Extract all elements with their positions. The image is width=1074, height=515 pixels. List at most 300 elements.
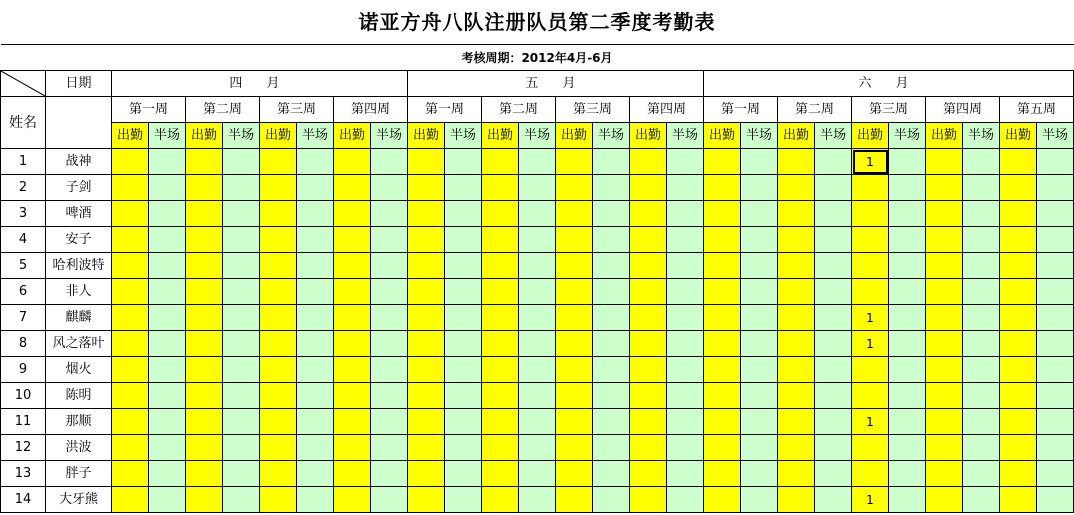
- half-cell[interactable]: [519, 357, 556, 383]
- half-cell[interactable]: [741, 409, 778, 435]
- attendance-cell[interactable]: [778, 305, 815, 331]
- attendance-cell[interactable]: [926, 227, 963, 253]
- half-cell[interactable]: [519, 461, 556, 487]
- attendance-cell[interactable]: [704, 279, 741, 305]
- half-cell[interactable]: [519, 279, 556, 305]
- half-cell[interactable]: [815, 409, 852, 435]
- attendance-cell[interactable]: [852, 253, 889, 279]
- attendance-cell[interactable]: [112, 357, 149, 383]
- attendance-cell[interactable]: [926, 201, 963, 227]
- half-cell[interactable]: [371, 461, 408, 487]
- attendance-cell[interactable]: [186, 201, 223, 227]
- half-cell[interactable]: [815, 435, 852, 461]
- half-cell[interactable]: [1037, 201, 1074, 227]
- attendance-cell[interactable]: [556, 331, 593, 357]
- half-cell[interactable]: [223, 279, 260, 305]
- half-cell[interactable]: [149, 305, 186, 331]
- attendance-cell[interactable]: [482, 279, 519, 305]
- attendance-cell[interactable]: [1000, 279, 1037, 305]
- half-cell[interactable]: [223, 435, 260, 461]
- attendance-cell[interactable]: [112, 149, 149, 175]
- half-cell[interactable]: [889, 487, 926, 513]
- half-cell[interactable]: [1037, 175, 1074, 201]
- attendance-cell[interactable]: [186, 331, 223, 357]
- half-cell[interactable]: [519, 383, 556, 409]
- attendance-cell[interactable]: [704, 331, 741, 357]
- attendance-cell[interactable]: [926, 435, 963, 461]
- half-cell[interactable]: [445, 149, 482, 175]
- attendance-cell[interactable]: [778, 409, 815, 435]
- half-cell[interactable]: [149, 409, 186, 435]
- half-cell[interactable]: [815, 383, 852, 409]
- half-cell[interactable]: [371, 357, 408, 383]
- half-cell[interactable]: [149, 175, 186, 201]
- half-cell[interactable]: [371, 435, 408, 461]
- attendance-cell[interactable]: [1000, 383, 1037, 409]
- attendance-cell[interactable]: [260, 357, 297, 383]
- half-cell[interactable]: [297, 409, 334, 435]
- attendance-cell[interactable]: [112, 227, 149, 253]
- attendance-cell[interactable]: [112, 409, 149, 435]
- attendance-cell[interactable]: [778, 253, 815, 279]
- attendance-cell[interactable]: [926, 175, 963, 201]
- half-cell[interactable]: [963, 279, 1000, 305]
- attendance-cell[interactable]: [556, 253, 593, 279]
- half-cell[interactable]: [149, 331, 186, 357]
- half-cell[interactable]: [445, 253, 482, 279]
- half-cell[interactable]: [889, 331, 926, 357]
- half-cell[interactable]: [667, 461, 704, 487]
- half-cell[interactable]: [963, 383, 1000, 409]
- attendance-cell[interactable]: [926, 331, 963, 357]
- attendance-cell[interactable]: [852, 227, 889, 253]
- attendance-cell[interactable]: [704, 305, 741, 331]
- half-cell[interactable]: [297, 461, 334, 487]
- half-cell[interactable]: [445, 357, 482, 383]
- attendance-cell[interactable]: [556, 149, 593, 175]
- half-cell[interactable]: [371, 487, 408, 513]
- half-cell[interactable]: [371, 149, 408, 175]
- half-cell[interactable]: [815, 149, 852, 175]
- half-cell[interactable]: [815, 175, 852, 201]
- half-cell[interactable]: [963, 409, 1000, 435]
- attendance-cell[interactable]: [334, 175, 371, 201]
- half-cell[interactable]: [667, 357, 704, 383]
- attendance-cell[interactable]: [704, 461, 741, 487]
- half-cell[interactable]: [593, 383, 630, 409]
- half-cell[interactable]: [1037, 357, 1074, 383]
- attendance-cell[interactable]: [778, 461, 815, 487]
- half-cell[interactable]: [519, 149, 556, 175]
- attendance-cell[interactable]: [112, 175, 149, 201]
- attendance-cell[interactable]: [556, 383, 593, 409]
- half-cell[interactable]: [371, 305, 408, 331]
- half-cell[interactable]: [1037, 383, 1074, 409]
- half-cell[interactable]: [1037, 331, 1074, 357]
- attendance-cell[interactable]: [112, 279, 149, 305]
- attendance-cell[interactable]: [778, 149, 815, 175]
- attendance-cell[interactable]: [334, 435, 371, 461]
- attendance-cell[interactable]: [1000, 409, 1037, 435]
- attendance-cell[interactable]: [260, 461, 297, 487]
- attendance-cell[interactable]: [260, 175, 297, 201]
- attendance-cell[interactable]: [112, 331, 149, 357]
- attendance-cell[interactable]: [334, 461, 371, 487]
- half-cell[interactable]: [963, 305, 1000, 331]
- attendance-cell[interactable]: [630, 175, 667, 201]
- half-cell[interactable]: [1037, 227, 1074, 253]
- half-cell[interactable]: [889, 149, 926, 175]
- half-cell[interactable]: [297, 331, 334, 357]
- half-cell[interactable]: [963, 435, 1000, 461]
- half-cell[interactable]: [667, 201, 704, 227]
- attendance-cell[interactable]: [260, 279, 297, 305]
- half-cell[interactable]: [223, 409, 260, 435]
- attendance-cell[interactable]: [556, 357, 593, 383]
- attendance-cell[interactable]: [334, 487, 371, 513]
- half-cell[interactable]: [371, 279, 408, 305]
- half-cell[interactable]: [223, 305, 260, 331]
- attendance-cell[interactable]: [408, 331, 445, 357]
- attendance-cell[interactable]: [778, 175, 815, 201]
- attendance-cell[interactable]: [186, 279, 223, 305]
- half-cell[interactable]: [889, 227, 926, 253]
- half-cell[interactable]: [963, 149, 1000, 175]
- attendance-cell[interactable]: [1000, 461, 1037, 487]
- attendance-cell[interactable]: [556, 409, 593, 435]
- half-cell[interactable]: [223, 175, 260, 201]
- attendance-cell[interactable]: [112, 435, 149, 461]
- attendance-cell[interactable]: [704, 201, 741, 227]
- attendance-cell[interactable]: [186, 175, 223, 201]
- half-cell[interactable]: [223, 201, 260, 227]
- attendance-cell[interactable]: [556, 461, 593, 487]
- half-cell[interactable]: [223, 461, 260, 487]
- half-cell[interactable]: [741, 175, 778, 201]
- half-cell[interactable]: [741, 487, 778, 513]
- attendance-cell[interactable]: [334, 253, 371, 279]
- half-cell[interactable]: [593, 409, 630, 435]
- attendance-cell[interactable]: [260, 227, 297, 253]
- half-cell[interactable]: [223, 227, 260, 253]
- attendance-cell[interactable]: [260, 149, 297, 175]
- attendance-cell[interactable]: [260, 409, 297, 435]
- attendance-cell[interactable]: [926, 409, 963, 435]
- half-cell[interactable]: [667, 435, 704, 461]
- half-cell[interactable]: [593, 149, 630, 175]
- half-cell[interactable]: [223, 357, 260, 383]
- half-cell[interactable]: [815, 253, 852, 279]
- half-cell[interactable]: [667, 305, 704, 331]
- attendance-cell[interactable]: [926, 149, 963, 175]
- half-cell[interactable]: [593, 201, 630, 227]
- attendance-cell[interactable]: [630, 253, 667, 279]
- half-cell[interactable]: [1037, 409, 1074, 435]
- attendance-cell[interactable]: [260, 383, 297, 409]
- half-cell[interactable]: [297, 175, 334, 201]
- attendance-cell[interactable]: [1000, 149, 1037, 175]
- attendance-cell[interactable]: [926, 383, 963, 409]
- half-cell[interactable]: [445, 305, 482, 331]
- half-cell[interactable]: [297, 201, 334, 227]
- attendance-cell[interactable]: [334, 331, 371, 357]
- attendance-cell[interactable]: [186, 383, 223, 409]
- half-cell[interactable]: [223, 331, 260, 357]
- half-cell[interactable]: [963, 487, 1000, 513]
- half-cell[interactable]: [297, 227, 334, 253]
- half-cell[interactable]: [1037, 305, 1074, 331]
- half-cell[interactable]: [889, 305, 926, 331]
- attendance-cell[interactable]: [1000, 227, 1037, 253]
- attendance-cell[interactable]: [408, 435, 445, 461]
- half-cell[interactable]: [963, 461, 1000, 487]
- attendance-cell[interactable]: [1000, 175, 1037, 201]
- half-cell[interactable]: [741, 253, 778, 279]
- half-cell[interactable]: [519, 487, 556, 513]
- half-cell[interactable]: [149, 227, 186, 253]
- half-cell[interactable]: [371, 253, 408, 279]
- half-cell[interactable]: [297, 279, 334, 305]
- attendance-cell[interactable]: [482, 149, 519, 175]
- half-cell[interactable]: [963, 357, 1000, 383]
- half-cell[interactable]: [889, 253, 926, 279]
- half-cell[interactable]: [445, 383, 482, 409]
- attendance-cell[interactable]: [778, 331, 815, 357]
- attendance-cell[interactable]: [630, 357, 667, 383]
- attendance-cell[interactable]: [408, 253, 445, 279]
- attendance-cell[interactable]: [408, 175, 445, 201]
- attendance-cell[interactable]: [852, 201, 889, 227]
- half-cell[interactable]: [445, 175, 482, 201]
- attendance-cell[interactable]: [778, 227, 815, 253]
- attendance-cell[interactable]: [556, 279, 593, 305]
- half-cell[interactable]: [371, 175, 408, 201]
- attendance-cell[interactable]: [408, 201, 445, 227]
- half-cell[interactable]: [371, 409, 408, 435]
- half-cell[interactable]: [445, 201, 482, 227]
- half-cell[interactable]: [963, 201, 1000, 227]
- attendance-cell[interactable]: [556, 201, 593, 227]
- half-cell[interactable]: [815, 201, 852, 227]
- attendance-cell[interactable]: [260, 435, 297, 461]
- half-cell[interactable]: [741, 331, 778, 357]
- half-cell[interactable]: [815, 357, 852, 383]
- attendance-cell[interactable]: [186, 253, 223, 279]
- attendance-cell[interactable]: [1000, 487, 1037, 513]
- attendance-cell[interactable]: [186, 435, 223, 461]
- half-cell[interactable]: [149, 253, 186, 279]
- attendance-cell[interactable]: [408, 149, 445, 175]
- attendance-cell[interactable]: [630, 487, 667, 513]
- attendance-cell[interactable]: [1000, 253, 1037, 279]
- attendance-cell[interactable]: [852, 357, 889, 383]
- attendance-cell[interactable]: [556, 487, 593, 513]
- half-cell[interactable]: [519, 227, 556, 253]
- half-cell[interactable]: [371, 201, 408, 227]
- half-cell[interactable]: [1037, 487, 1074, 513]
- half-cell[interactable]: [741, 305, 778, 331]
- attendance-cell[interactable]: [704, 175, 741, 201]
- half-cell[interactable]: [667, 253, 704, 279]
- half-cell[interactable]: [963, 227, 1000, 253]
- attendance-cell[interactable]: [334, 149, 371, 175]
- attendance-cell[interactable]: [1000, 357, 1037, 383]
- half-cell[interactable]: [297, 357, 334, 383]
- half-cell[interactable]: [741, 227, 778, 253]
- half-cell[interactable]: [593, 461, 630, 487]
- attendance-cell[interactable]: [334, 227, 371, 253]
- half-cell[interactable]: [667, 175, 704, 201]
- half-cell[interactable]: [593, 279, 630, 305]
- half-cell[interactable]: [149, 461, 186, 487]
- half-cell[interactable]: [593, 435, 630, 461]
- attendance-cell[interactable]: [482, 305, 519, 331]
- attendance-cell[interactable]: [926, 305, 963, 331]
- attendance-cell[interactable]: [852, 435, 889, 461]
- attendance-cell[interactable]: [778, 435, 815, 461]
- attendance-cell[interactable]: [408, 461, 445, 487]
- attendance-cell[interactable]: [630, 201, 667, 227]
- half-cell[interactable]: [889, 435, 926, 461]
- half-cell[interactable]: [667, 383, 704, 409]
- attendance-cell[interactable]: [704, 383, 741, 409]
- attendance-cell[interactable]: [482, 461, 519, 487]
- attendance-cell[interactable]: [186, 409, 223, 435]
- half-cell[interactable]: [445, 331, 482, 357]
- attendance-cell[interactable]: [260, 331, 297, 357]
- half-cell[interactable]: [889, 357, 926, 383]
- attendance-cell[interactable]: [630, 331, 667, 357]
- attendance-cell[interactable]: [852, 175, 889, 201]
- attendance-cell[interactable]: [112, 201, 149, 227]
- half-cell[interactable]: [889, 383, 926, 409]
- half-cell[interactable]: [667, 409, 704, 435]
- half-cell[interactable]: [889, 409, 926, 435]
- attendance-cell[interactable]: [778, 357, 815, 383]
- attendance-cell[interactable]: [482, 227, 519, 253]
- attendance-cell[interactable]: [1000, 201, 1037, 227]
- half-cell[interactable]: [519, 305, 556, 331]
- attendance-cell[interactable]: [556, 435, 593, 461]
- attendance-cell[interactable]: [112, 305, 149, 331]
- half-cell[interactable]: [1037, 279, 1074, 305]
- attendance-cell[interactable]: [630, 383, 667, 409]
- half-cell[interactable]: [889, 175, 926, 201]
- attendance-cell[interactable]: [334, 409, 371, 435]
- half-cell[interactable]: [963, 331, 1000, 357]
- attendance-cell[interactable]: 1: [852, 149, 889, 175]
- attendance-cell[interactable]: [334, 279, 371, 305]
- attendance-cell[interactable]: [112, 461, 149, 487]
- attendance-cell[interactable]: [482, 253, 519, 279]
- attendance-cell[interactable]: [112, 253, 149, 279]
- half-cell[interactable]: [445, 435, 482, 461]
- half-cell[interactable]: [445, 409, 482, 435]
- attendance-cell[interactable]: [186, 461, 223, 487]
- attendance-cell[interactable]: [704, 227, 741, 253]
- half-cell[interactable]: [149, 149, 186, 175]
- half-cell[interactable]: [297, 253, 334, 279]
- attendance-cell[interactable]: [408, 409, 445, 435]
- half-cell[interactable]: [519, 331, 556, 357]
- half-cell[interactable]: [519, 201, 556, 227]
- half-cell[interactable]: [297, 487, 334, 513]
- attendance-cell[interactable]: [186, 357, 223, 383]
- attendance-cell[interactable]: [630, 279, 667, 305]
- attendance-cell[interactable]: [408, 487, 445, 513]
- half-cell[interactable]: [223, 487, 260, 513]
- attendance-cell[interactable]: [482, 487, 519, 513]
- half-cell[interactable]: [149, 279, 186, 305]
- half-cell[interactable]: [297, 149, 334, 175]
- attendance-cell[interactable]: [778, 383, 815, 409]
- attendance-cell[interactable]: [408, 383, 445, 409]
- half-cell[interactable]: [149, 201, 186, 227]
- attendance-cell[interactable]: [926, 279, 963, 305]
- attendance-cell[interactable]: [112, 383, 149, 409]
- attendance-cell[interactable]: [704, 253, 741, 279]
- attendance-cell[interactable]: [852, 383, 889, 409]
- half-cell[interactable]: [741, 461, 778, 487]
- half-cell[interactable]: [667, 149, 704, 175]
- attendance-cell[interactable]: [334, 357, 371, 383]
- half-cell[interactable]: [371, 331, 408, 357]
- attendance-cell[interactable]: [926, 461, 963, 487]
- attendance-cell[interactable]: 1: [852, 305, 889, 331]
- half-cell[interactable]: [667, 331, 704, 357]
- attendance-cell[interactable]: [630, 227, 667, 253]
- attendance-cell[interactable]: [1000, 305, 1037, 331]
- half-cell[interactable]: [593, 305, 630, 331]
- half-cell[interactable]: [741, 149, 778, 175]
- half-cell[interactable]: [667, 227, 704, 253]
- half-cell[interactable]: [371, 227, 408, 253]
- attendance-cell[interactable]: [186, 149, 223, 175]
- half-cell[interactable]: [297, 435, 334, 461]
- half-cell[interactable]: [371, 383, 408, 409]
- half-cell[interactable]: [815, 279, 852, 305]
- half-cell[interactable]: [149, 487, 186, 513]
- attendance-cell[interactable]: [482, 175, 519, 201]
- half-cell[interactable]: [815, 487, 852, 513]
- half-cell[interactable]: [815, 227, 852, 253]
- attendance-cell[interactable]: [112, 487, 149, 513]
- attendance-cell[interactable]: [556, 175, 593, 201]
- half-cell[interactable]: [223, 253, 260, 279]
- half-cell[interactable]: [593, 357, 630, 383]
- attendance-cell[interactable]: [260, 305, 297, 331]
- attendance-cell[interactable]: [334, 201, 371, 227]
- half-cell[interactable]: [519, 409, 556, 435]
- attendance-cell[interactable]: [260, 253, 297, 279]
- half-cell[interactable]: [667, 279, 704, 305]
- half-cell[interactable]: [593, 227, 630, 253]
- attendance-cell[interactable]: [482, 435, 519, 461]
- half-cell[interactable]: [593, 175, 630, 201]
- attendance-cell[interactable]: [334, 305, 371, 331]
- half-cell[interactable]: [741, 357, 778, 383]
- attendance-cell[interactable]: [926, 487, 963, 513]
- attendance-cell[interactable]: [408, 227, 445, 253]
- attendance-cell[interactable]: 1: [852, 487, 889, 513]
- half-cell[interactable]: [1037, 461, 1074, 487]
- half-cell[interactable]: [889, 461, 926, 487]
- attendance-cell[interactable]: [186, 487, 223, 513]
- half-cell[interactable]: [741, 383, 778, 409]
- attendance-cell[interactable]: [186, 227, 223, 253]
- attendance-cell[interactable]: [1000, 435, 1037, 461]
- attendance-cell[interactable]: [260, 487, 297, 513]
